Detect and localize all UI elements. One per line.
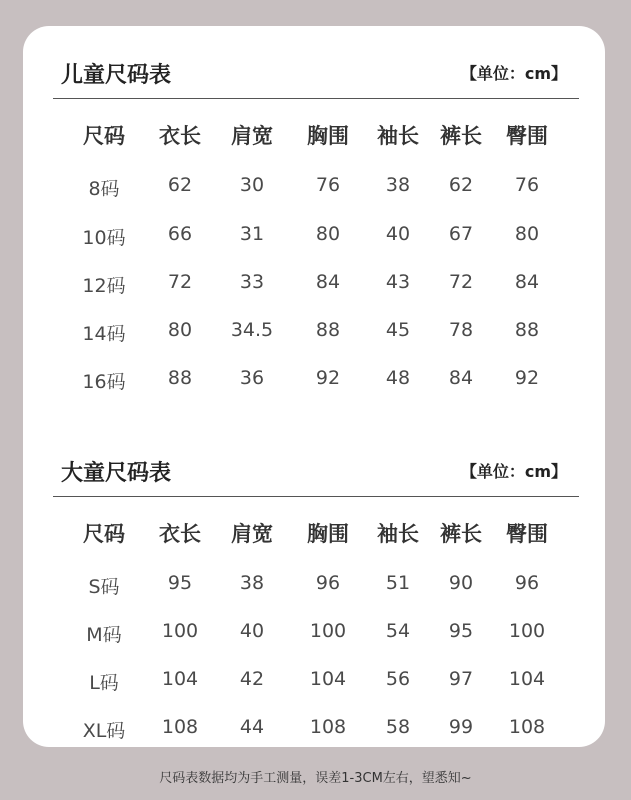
big-kids-table-title: 大童尺码表 [61, 461, 172, 486]
table-cell: 100 [508, 620, 546, 642]
column-header: 臀围 [506, 124, 548, 148]
table-cell: 44 [239, 716, 265, 738]
table-cell: 92 [514, 367, 540, 389]
table-row [23, 223, 605, 263]
table-cell: 96 [315, 572, 341, 594]
table-cell: XL码 [82, 720, 126, 742]
table-cell: 42 [239, 668, 265, 690]
table-cell: 31 [239, 223, 265, 245]
big-kids-table-header-row [23, 518, 605, 558]
column-header: 胸围 [307, 522, 349, 546]
table-cell: 99 [448, 716, 474, 738]
table-cell: 84 [448, 367, 474, 389]
kids-table-header-row [23, 120, 605, 160]
kids-section-header [53, 58, 579, 99]
column-header: 裤长 [440, 124, 482, 148]
kids-table-unit: 【单位：cm】 [460, 64, 567, 83]
column-header: 胸围 [307, 124, 349, 148]
column-header: 衣长 [159, 522, 201, 546]
table-cell: 104 [161, 668, 199, 690]
table-cell: 10码 [82, 227, 126, 249]
measurement-note: 尺码表数据均为手工测量，误差1-3CM左右，望悉知~ [159, 771, 472, 786]
table-cell: 33 [239, 271, 265, 293]
table-cell: 90 [448, 572, 474, 594]
table-row [23, 716, 605, 756]
table-cell: 62 [448, 174, 474, 196]
table-cell: 96 [514, 572, 540, 594]
table-row [23, 174, 605, 214]
table-cell: 80 [167, 319, 193, 341]
column-header: 肩宽 [231, 124, 273, 148]
table-cell: 40 [239, 620, 265, 642]
column-header: 衣长 [159, 124, 201, 148]
table-cell: 38 [239, 572, 265, 594]
big-kids-table-unit: 【单位：cm】 [460, 462, 567, 481]
table-row [23, 367, 605, 407]
table-cell: 48 [385, 367, 411, 389]
table-row [23, 319, 605, 359]
kids-table-title: 儿童尺码表 [61, 63, 172, 88]
table-cell: L码 [89, 672, 119, 694]
table-cell: 8码 [88, 178, 120, 200]
table-cell: 78 [448, 319, 474, 341]
table-cell: 56 [385, 668, 411, 690]
column-header: 臀围 [506, 522, 548, 546]
table-cell: 58 [385, 716, 411, 738]
table-cell: 104 [309, 668, 347, 690]
table-cell: 92 [315, 367, 341, 389]
table-cell: 88 [167, 367, 193, 389]
table-cell: 34.5 [230, 319, 274, 341]
column-header: 尺码 [83, 522, 125, 546]
big-kids-section-header [53, 456, 579, 497]
table-cell: 88 [514, 319, 540, 341]
table-cell: 88 [315, 319, 341, 341]
table-row [23, 668, 605, 708]
table-cell: 14码 [82, 323, 126, 345]
table-cell: 76 [514, 174, 540, 196]
table-cell: 100 [309, 620, 347, 642]
table-cell: 67 [448, 223, 474, 245]
table-cell: 84 [315, 271, 341, 293]
table-cell: 76 [315, 174, 341, 196]
table-cell: S码 [88, 576, 120, 598]
table-cell: 72 [448, 271, 474, 293]
table-cell: 100 [161, 620, 199, 642]
table-cell: 45 [385, 319, 411, 341]
table-cell: 95 [448, 620, 474, 642]
table-cell: 108 [508, 716, 546, 738]
table-cell: M码 [86, 624, 122, 646]
column-header: 肩宽 [231, 522, 273, 546]
column-header: 袖长 [377, 522, 419, 546]
column-header: 袖长 [377, 124, 419, 148]
column-header: 裤长 [440, 522, 482, 546]
table-row [23, 620, 605, 660]
table-cell: 16码 [82, 371, 126, 393]
table-cell: 36 [239, 367, 265, 389]
table-cell: 40 [385, 223, 411, 245]
size-chart-card [23, 26, 605, 747]
table-cell: 72 [167, 271, 193, 293]
table-cell: 97 [448, 668, 474, 690]
table-cell: 62 [167, 174, 193, 196]
table-cell: 54 [385, 620, 411, 642]
table-cell: 84 [514, 271, 540, 293]
table-cell: 43 [385, 271, 411, 293]
table-cell: 66 [167, 223, 193, 245]
column-header: 尺码 [83, 124, 125, 148]
table-cell: 104 [508, 668, 546, 690]
table-cell: 80 [315, 223, 341, 245]
table-cell: 80 [514, 223, 540, 245]
table-cell: 38 [385, 174, 411, 196]
table-cell: 30 [239, 174, 265, 196]
table-row [23, 572, 605, 612]
table-cell: 108 [161, 716, 199, 738]
table-cell: 108 [309, 716, 347, 738]
table-cell: 95 [167, 572, 193, 594]
table-cell: 12码 [82, 275, 126, 297]
table-row [23, 271, 605, 311]
table-cell: 51 [385, 572, 411, 594]
